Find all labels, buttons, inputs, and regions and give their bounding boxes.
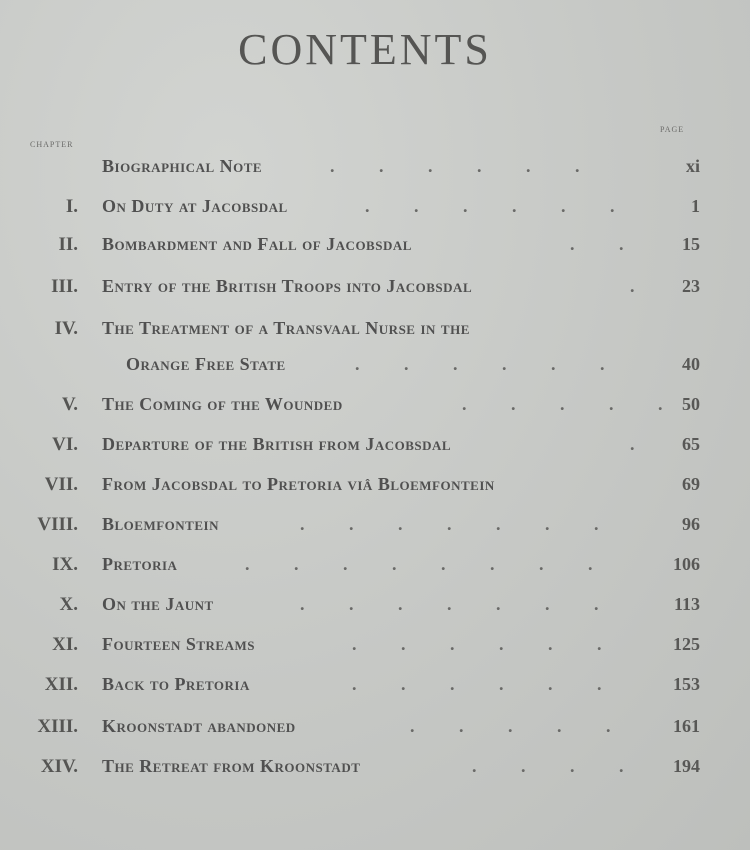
chapter-number: XIV. xyxy=(40,756,78,777)
page-number: 1 xyxy=(691,196,700,216)
chapter-title: Biographical Note xyxy=(102,156,263,176)
page-number: xi xyxy=(685,156,700,176)
toc-entry xyxy=(0,594,750,624)
chapter-column-heading: CHAPTER xyxy=(30,140,74,149)
toc-entry xyxy=(0,394,750,424)
chapter-number: X. xyxy=(59,594,78,615)
toc-entry xyxy=(0,434,750,464)
leader-dots: . . . . . . xyxy=(330,156,600,176)
leader-dots: . xyxy=(630,276,655,296)
toc-entry xyxy=(0,156,750,186)
toc-entry xyxy=(0,276,750,306)
chapter-title: Departure of the British from Jacobsdal xyxy=(102,434,452,454)
page-number: 153 xyxy=(673,674,700,694)
chapter-number: XI. xyxy=(52,634,78,655)
chapter-title: Pretoria xyxy=(102,554,178,574)
toc-entry xyxy=(0,196,750,226)
toc-entry xyxy=(0,514,750,544)
chapter-title: Bombardment and Fall of Jacobsdal xyxy=(102,234,412,254)
page-number: 50 xyxy=(682,394,700,414)
leader-dots: . . . . . . xyxy=(365,196,635,216)
leader-dots: . . . . . . . xyxy=(300,594,619,614)
chapter-title: The Retreat from Kroonstadt xyxy=(102,756,361,776)
page-number: 161 xyxy=(673,716,700,736)
chapter-number: IX. xyxy=(52,554,78,575)
chapter-number: V. xyxy=(61,394,78,415)
chapter-number: IV. xyxy=(54,318,78,339)
page-number: 125 xyxy=(673,634,700,654)
toc-entry xyxy=(0,318,750,348)
leader-dots: . . . . . xyxy=(410,716,631,736)
page-number: 65 xyxy=(682,434,700,454)
leader-dots: . . . . . . xyxy=(355,354,625,374)
chapter-title: On the Jaunt xyxy=(102,594,214,614)
leader-dots: . . . . . . xyxy=(352,674,622,694)
chapter-title: Entry of the British Troops into Jacobsdal xyxy=(102,276,473,296)
chapter-title: On Duty at Jacobsdal xyxy=(102,196,288,216)
chapter-number: II. xyxy=(58,234,78,255)
leader-dots: . . . . xyxy=(472,756,644,776)
chapter-number: VI. xyxy=(52,434,78,455)
page-number: 194 xyxy=(673,756,700,776)
toc-entry xyxy=(0,234,750,264)
chapter-title: Bloemfontein xyxy=(102,514,219,534)
chapter-number: VII. xyxy=(44,474,78,495)
toc-entry-continuation xyxy=(0,354,750,384)
page-number: 40 xyxy=(682,354,700,374)
page-title: CONTENTS xyxy=(238,25,492,74)
toc-entry xyxy=(0,674,750,704)
chapter-number: XII. xyxy=(44,674,78,695)
page-number: 113 xyxy=(673,594,700,614)
chapter-number: I. xyxy=(65,196,78,217)
leader-dots: . . . . . . . . xyxy=(245,554,613,574)
page-number: 96 xyxy=(682,514,700,534)
toc-entry xyxy=(0,716,750,746)
chapter-title: Fourteen Streams xyxy=(102,634,255,654)
chapter-number: III. xyxy=(51,276,78,297)
page-number: 23 xyxy=(682,276,700,296)
leader-dots: . . . . . xyxy=(462,394,683,414)
leader-dots: . . xyxy=(570,234,644,254)
chapter-title: The Treatment of a Transvaal Nurse in the xyxy=(102,318,470,338)
page-number: 69 xyxy=(682,474,700,494)
leader-dots: . . . . . . xyxy=(352,634,622,654)
toc-entry xyxy=(0,474,750,504)
chapter-title: From Jacobsdal to Pretoria viâ Bloemfontein xyxy=(102,474,495,494)
chapter-title: Back to Pretoria xyxy=(102,674,250,694)
chapter-number: XIII. xyxy=(37,716,78,737)
toc-entry xyxy=(0,634,750,664)
toc-entry xyxy=(0,554,750,584)
chapter-title: The Coming of the Wounded xyxy=(102,394,343,414)
chapter-number: VIII. xyxy=(37,514,78,535)
leader-dots: . xyxy=(630,434,655,454)
leader-dots: . . . . . . . xyxy=(300,514,619,534)
chapter-title-continued: Orange Free State xyxy=(126,354,286,374)
toc-entry xyxy=(0,756,750,786)
page-number: 106 xyxy=(673,554,700,574)
chapter-title: Kroonstadt abandoned xyxy=(102,716,296,736)
page-number: 15 xyxy=(682,234,700,254)
page-column-heading: PAGE xyxy=(660,125,685,134)
